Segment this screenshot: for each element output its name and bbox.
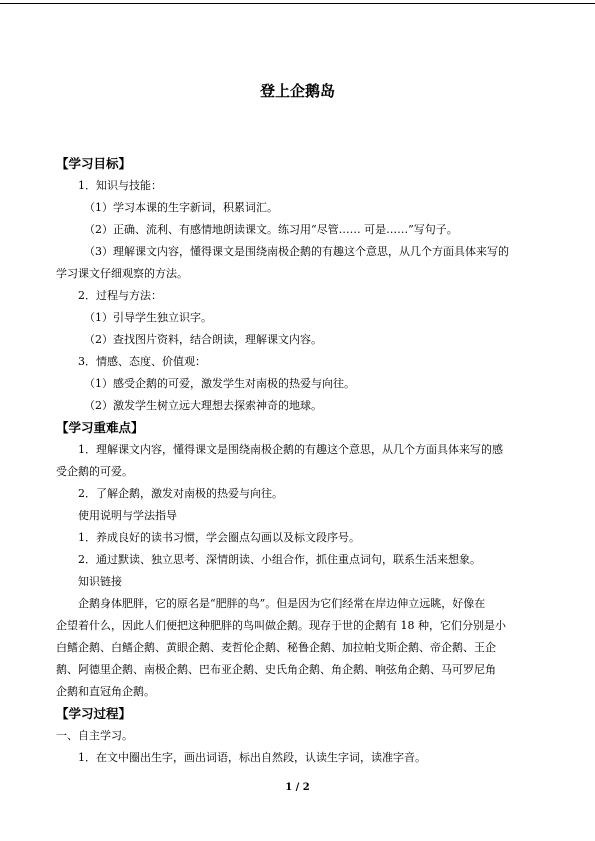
document-body xyxy=(56,153,540,769)
text-line: （1）感受企鹅的可爱，激发学生对南极的热爱与向往。 xyxy=(84,377,355,390)
section-heading-process: 【学习过程】 xyxy=(56,706,132,721)
subheading-knowledge-link: 知识链接 xyxy=(78,575,122,588)
text-line: 鹅、阿德里企鹅、南极企鹅、巴布亚企鹅、史氏角企鹅、角企鹅、响弦角企鹅、马可罗尼角 xyxy=(56,663,496,676)
text-line: 企望着什么，因此人们便把这种肥胖的鸟叫做企鹅。现存于世的企鹅有 18 种，它们分别是小 xyxy=(56,619,506,632)
text-line: 受企鹅的可爱。 xyxy=(56,465,133,478)
page-number: 1 / 2 xyxy=(285,782,310,793)
text-line: 2．通过默读、独立思考、深情朗读、小组合作，抓住重点词句，联系生活来想象。 xyxy=(78,553,481,566)
text-line: （1）引导学生独立识字。 xyxy=(84,311,212,324)
section-heading-keypoints: 【学习重难点】 xyxy=(56,420,144,435)
text-line: 企鹅和直冠角企鹅。 xyxy=(56,685,155,698)
text-line: 1．养成良好的读书习惯，学会圈点勾画以及标文段序号。 xyxy=(78,531,360,544)
text-line: 2．过程与方法： xyxy=(78,289,162,302)
text-line: 企鹅身体肥胖，它的原名是“肥胖的鸟”。但是因为它们经常在岸边伸立远眺，好像在 xyxy=(78,597,486,610)
text-line: （3）理解课文内容，懂得课文是围绕南极企鹅的有趣这个意思，从几个方面具体来写的 xyxy=(84,245,509,258)
text-line: （2）激发学生树立远大理想去探索神奇的地球。 xyxy=(84,399,322,412)
text-line: 白鳍企鹅、白鳍企鹅、黄眼企鹅、麦哲伦企鹅、秘鲁企鹅、加拉帕戈斯企鹅、帝企鹅、王企 xyxy=(56,641,496,654)
page-title: 登上企鹅岛 xyxy=(259,82,335,100)
text-line: （2）查找图片资料，结合朗读，理解课文内容。 xyxy=(84,333,322,346)
subheading-usage-guide: 使用说明与学法指导 xyxy=(78,509,177,522)
text-line: （2）正确、流利、有感情地朗读课文。练习用“尽管…… 可是……”写句子。 xyxy=(84,223,458,236)
text-line: 1．理解课文内容，懂得课文是围绕南极企鹅的有趣这个意思，从几个方面具体来写的感 xyxy=(78,443,503,456)
top-rule xyxy=(0,3,595,4)
text-line: （1）学习本课的生字新词，积累词汇。 xyxy=(84,201,278,214)
text-line: 1．知识与技能： xyxy=(78,179,162,192)
text-line: 学习课文仔细观察的方法。 xyxy=(56,267,188,280)
text-line: 一、自主学习。 xyxy=(56,729,133,742)
text-line: 2．了解企鹅，激发对南极的热爱与向往。 xyxy=(78,487,283,500)
text-line: 1．在文中圈出生字，画出词语，标出自然段，认读生字词，读准字音。 xyxy=(78,751,426,764)
text-line: 3．情感、态度、价值观： xyxy=(78,355,206,368)
section-heading-goals: 【学习目标】 xyxy=(56,156,132,171)
